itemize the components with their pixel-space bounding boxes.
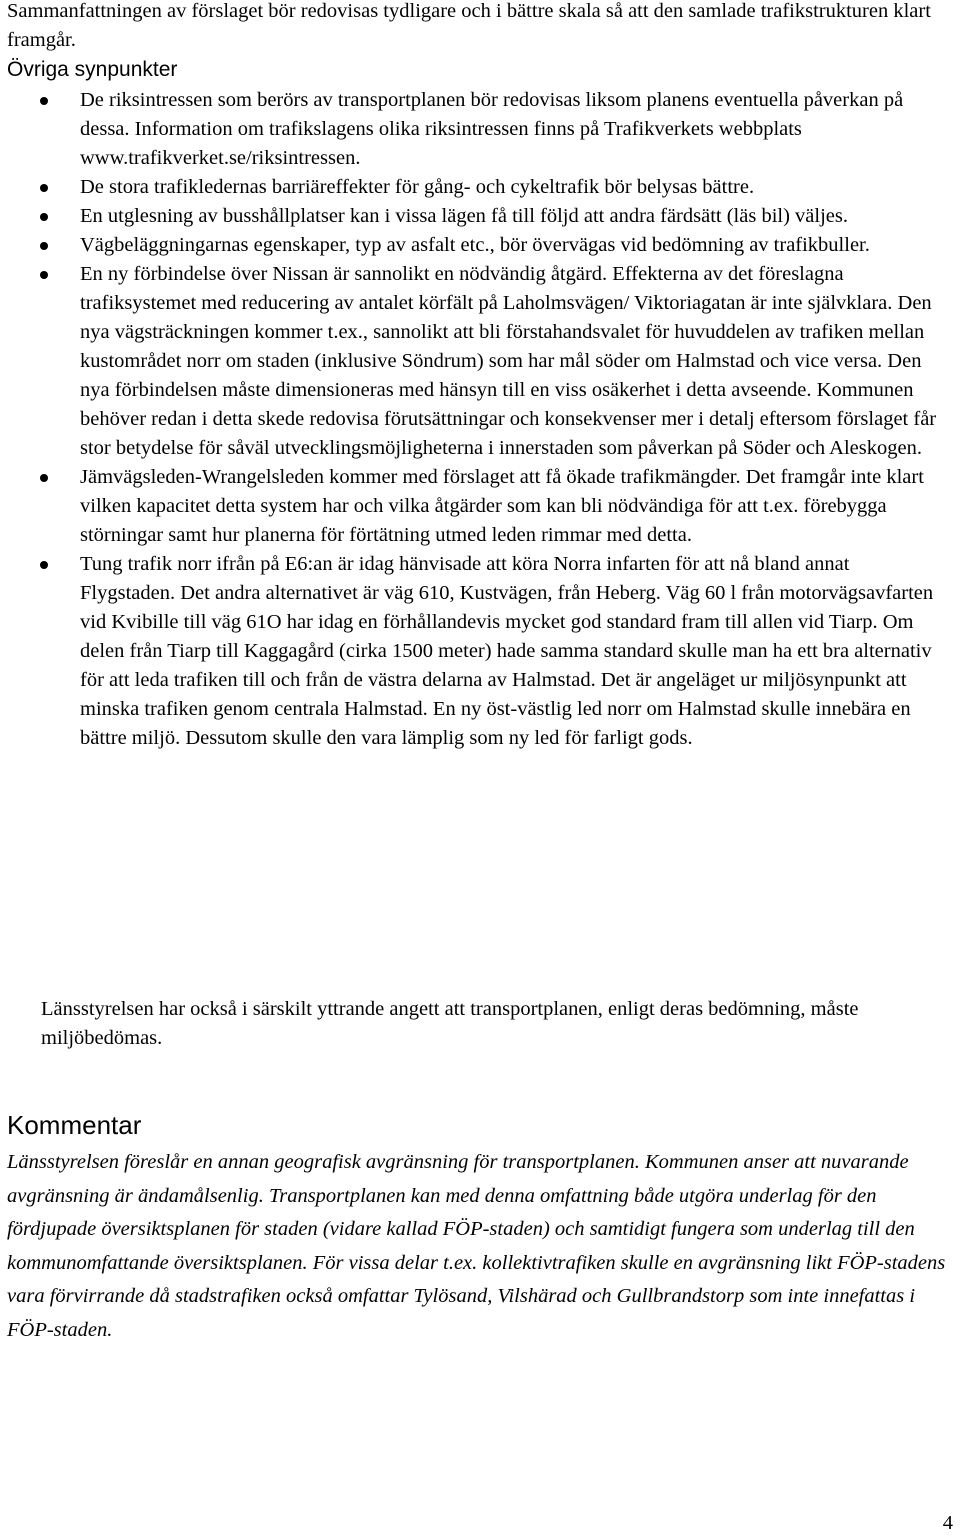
bullet-icon [40, 97, 48, 105]
bullet-icon [40, 561, 48, 569]
bullet-icon [40, 271, 48, 279]
intro-paragraph: Sammanfattningen av förslaget bör redovisas tydligare och i bättre skala så att den samlade trafikstrukturen klart framgår. [7, 0, 931, 51]
list-item [0, 202, 945, 231]
bullet-icon [40, 474, 48, 482]
list-item [0, 463, 945, 550]
closing-paragraph: Länsstyrelsen har också i särskilt yttrande angett att transportplanen, enligt deras bedömning, måste miljöbedömas. [41, 998, 859, 1049]
list-item-text: De stora trafikledernas barriäreffekter för gång- och cykeltrafik bör belysas bättre. [80, 176, 755, 198]
page-number: 4 [942, 1512, 953, 1534]
bullet-icon [40, 184, 48, 192]
comment-paragraph: Länsstyrelsen föreslår en annan geografisk avgränsning för transportplanen. Kommunen anser att nuvarande avgränsning är ändamålsenlig. Transportplanen kan med denna omfattning både utgöra underlag för den fördjupade översiktsplanen för staden (vidare kallad FÖP-staden) och samtidigt fungera som underlag till den kommunomfattande översiktsplanen. För vissa delar t.ex. kollektivtrafiken skulle en avgränsning likt FÖP-stadens vara förvirrande då stadstrafiken också omfattar Tylösand, Vilshärad och Gullbrandstorp som inte innefattas i FÖP-staden. [7, 1151, 946, 1341]
bullet-icon [40, 242, 48, 250]
list-item [0, 173, 945, 202]
list-item-text: En utglesning av busshållplatser kan i vissa lägen få till följd att andra färdsätt (läs bil) väljes. [80, 205, 848, 227]
list-item-text: Jämvägsleden-Wrangelsleden kommer med förslaget att få ökade trafikmängder. Det framgår inte klart vilken kapacitet detta system har och vilka åtgärder som kan bli nödvändiga för att t.ex. förebygga störningar samt hur planerna för förtätning utmed leden rimmar med detta. [80, 466, 924, 546]
list-item [0, 86, 945, 173]
other-viewpoints-heading: Övriga synpunkter [7, 58, 178, 81]
list-item-text: Vägbeläggningarnas egenskaper, typ av asfalt etc., bör övervägas vid bedömning av trafikbuller. [80, 234, 870, 256]
viewpoints-list [0, 86, 945, 753]
comment-heading: Kommentar [7, 1110, 142, 1140]
list-item [0, 550, 945, 753]
list-item-text: De riksintressen som berörs av transportplanen bör redovisas liksom planens eventuella påverkan på dessa. Information om trafikslagens olika riksintressen finns på Trafikverkets webbplats www.trafikverket.se/riksintressen. [80, 89, 904, 169]
list-item [0, 260, 945, 463]
list-item-text: Tung trafik norr ifrån på E6:an är idag hänvisade att köra Norra infarten för att nå bland annat Flygstaden. Det andra alternativet är väg 610, Kustvägen, från Heberg. Väg 60 l från motorvägsavfarten vid Kvibille till väg 61O har idag en förhållandevis mycket god standard fram till allen vid Tiarp. Om delen från Tiarp till Kaggagård (cirka 1500 meter) hade samma standard skulle man ha ett bra alternativ för att leda trafiken till och från de västra delarna av Halmstad. Det är angeläget ur miljösynpunkt att minska trafiken genom centrala Halmstad. En ny öst-västlig led norr om Halmstad skulle innebära en bättre miljö. Dessutom skulle den vara lämplig som ny led för farligt gods. [80, 553, 934, 749]
list-item [0, 231, 945, 260]
list-item-text: En ny förbindelse över Nissan är sannolikt en nödvändig åtgärd. Effekterna av det föreslagna trafiksystemet med reducering av antalet körfält på Laholmsvägen/ Viktoriagatan är inte självklara. Den nya vägsträckningen kommer t.ex., sannolikt att bli förstahandsvalet för huvuddelen av trafiken mellan kustområdet norr om staden (inklusive Söndrum) som har mål söder om Halmstad och vice versa. Den nya förbindelsen måste dimensioneras med hänsyn till en viss osäkerhet i detta avseende. Kommunen behöver redan i detta skede redovisa förutsättningar och konsekvenser mer i detalj eftersom förslaget får stor betydelse för såväl utvecklingsmöjligheterna i innerstaden som påverkan på Söder och Aleskogen. [80, 263, 937, 459]
bullet-icon [40, 213, 48, 221]
